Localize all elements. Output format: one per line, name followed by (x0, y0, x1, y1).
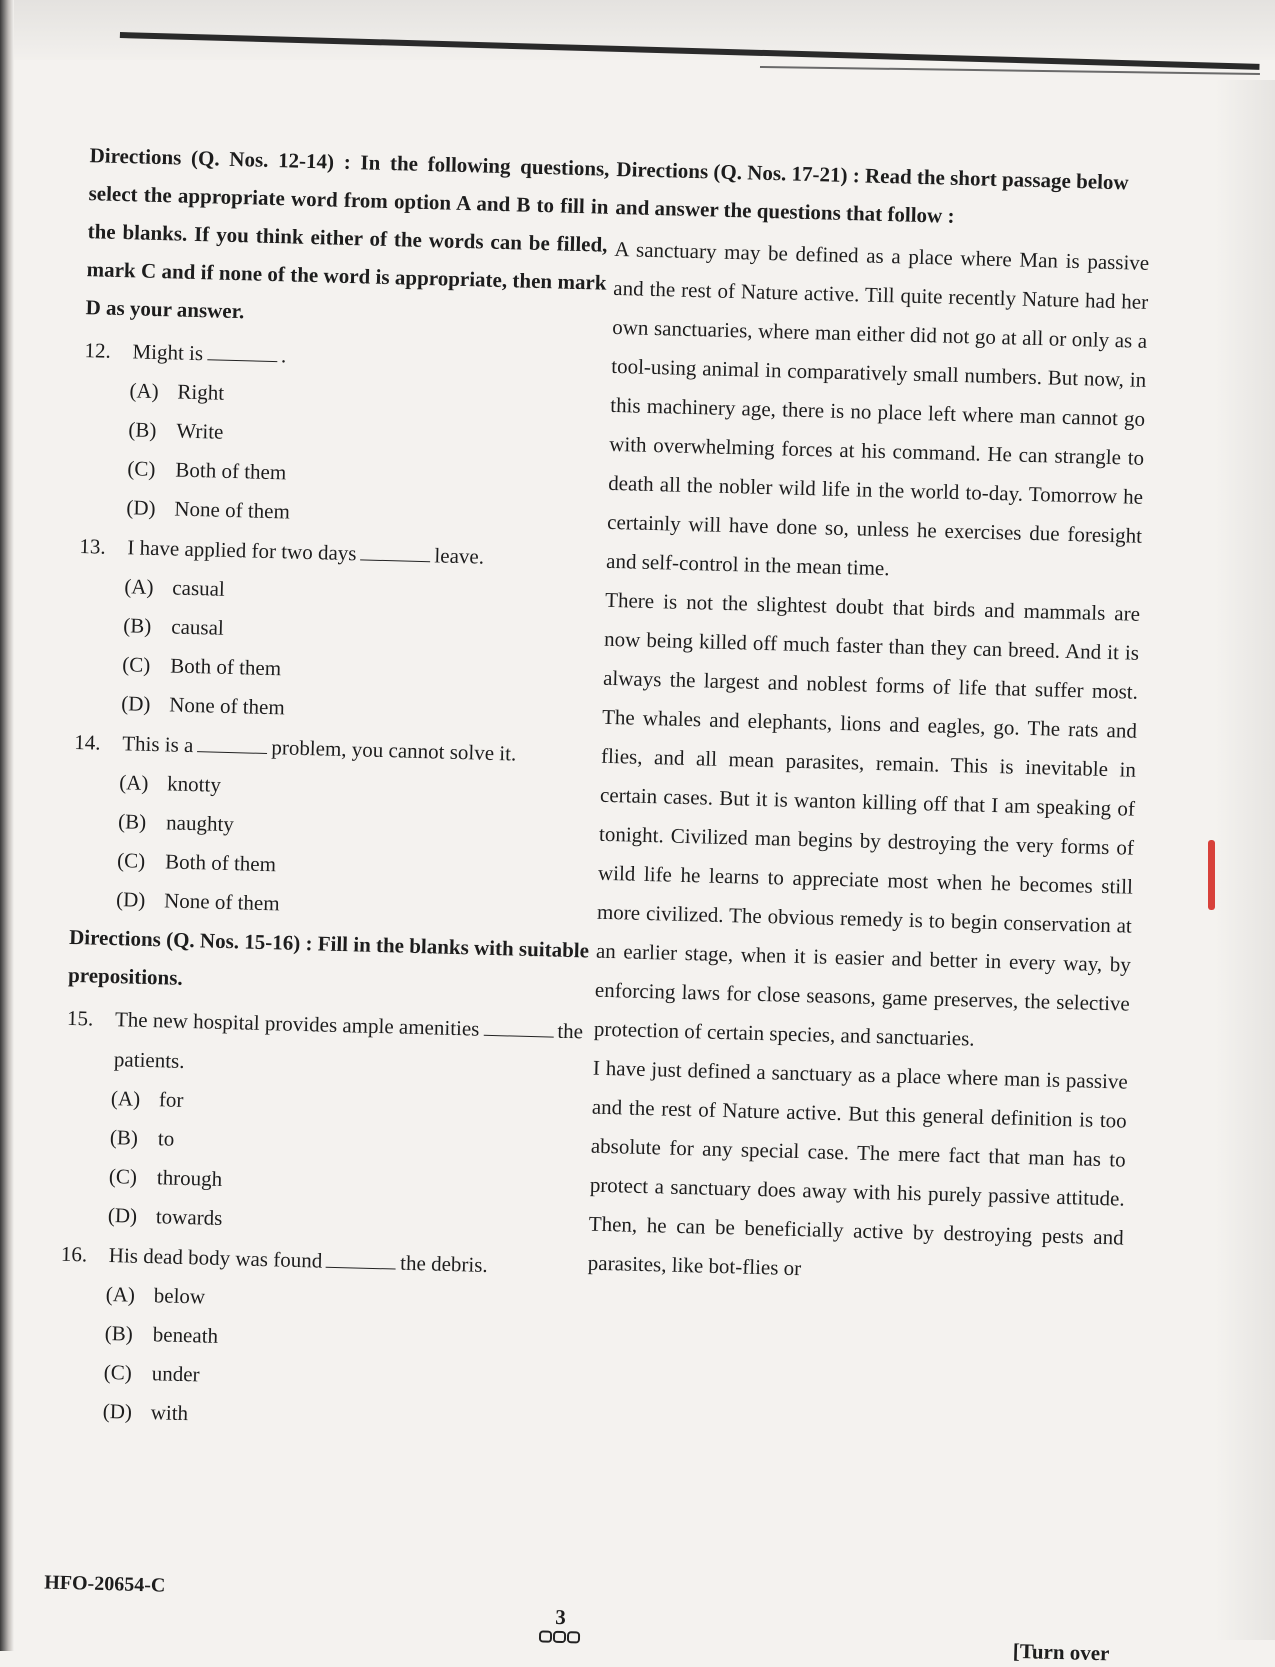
option-text: beneath (152, 1322, 219, 1348)
option-text: below (153, 1283, 206, 1309)
options-list (56, 1274, 580, 1444)
option-label: (A) (105, 1281, 136, 1307)
option-text: Both of them (175, 457, 287, 485)
option-text: casual (172, 575, 226, 601)
option-label: (D) (102, 1398, 133, 1424)
options-list (80, 370, 604, 540)
option-text: Both of them (170, 653, 282, 681)
option-label: (C) (103, 1359, 133, 1385)
question-number: 16. (60, 1241, 88, 1267)
question-16 (56, 1234, 581, 1444)
option-label: (A) (110, 1086, 141, 1111)
question-text: His dead body was found (108, 1243, 323, 1273)
page-ornament-icon (538, 1628, 582, 1645)
question-number: 14. (73, 729, 101, 755)
red-ink-mark (1208, 840, 1215, 910)
passage-paragraph-3: I have just defined a sanctuary as a place where man is passive and the rest of Nature active. But this general definition is too absolute for any special case. The mere fact that man has to protect a sanctuary does away with his purely passive attitude. Then, he can be beneficially active by destroying pests and parasites, like bot-flies or (587, 1055, 1129, 1281)
option-text: with (150, 1400, 189, 1426)
option-label: (B) (128, 417, 157, 442)
option-label: (B) (117, 809, 147, 834)
option-text: None of them (174, 496, 291, 524)
option-text: towards (155, 1204, 223, 1230)
option-label: (D) (107, 1203, 138, 1228)
passage-paragraph-2: There is not the slightest doubt that birds and mammals are now being killed off much faster than they can breed. And it is always the largest and noblest forms of life that suffer most. The whales and elephants, lions and eagles, go. The rats and flies, and all mean parasites, remain. This is inevitable in certain cases. But it is wanton killing off that I am speaking of tonight. Civilized man begins by destroying the very forms of wild life he learns to appreciate most when he becomes still more civilized. The obvious remedy is to begin conservation at an earlier stage, when it is easier and better in every way, by enforcing laws for close seasons, game preserves, the selective protection of certain species, and sanctuaries. (593, 587, 1141, 1051)
options-list (75, 566, 599, 736)
option-text: None of them (163, 888, 280, 916)
right-column (587, 150, 1151, 1297)
question-text: The new hospital provides ample amenities (114, 1007, 480, 1041)
option-label: (C) (108, 1164, 138, 1189)
question-13 (75, 526, 600, 736)
question-15 (61, 998, 587, 1248)
options-list (61, 1078, 585, 1248)
question-text-after: the debris. (399, 1250, 489, 1277)
directions-17-21: Directions (Q. Nos. 17-21) : Read the short passage below and answer the questions that follow : (615, 156, 1129, 228)
question-number: 13. (79, 534, 106, 559)
option-label: (C) (116, 848, 146, 873)
turn-over-label: [Turn over (1012, 1638, 1110, 1666)
option-text: for (158, 1087, 184, 1112)
answer-blank (360, 537, 431, 562)
passage-paragraph-1: A sanctuary may be defined as a place where Man is passive and the rest of Nature active. Till quite recently Nature had her own sanctuaries, where man either did not go at all or only as a tool-using animal in comparatively small numbers. But now, in this machinery age, there is no place left where man cannot go with overwhelming forces at his command. He can strangle to death all the nobler wild life in the world to-day. Tomorrow he certainly will have done so, unless he exercises due foresight and self-control in the mean time. (605, 236, 1150, 581)
option-text: under (151, 1361, 200, 1387)
options-list (70, 762, 594, 932)
option-label: (D) (121, 691, 151, 716)
answer-blank (326, 1245, 397, 1270)
question-12 (80, 330, 605, 540)
option-text: causal (171, 614, 225, 640)
option-label: (B) (123, 613, 152, 638)
question-text-after: problem, you cannot solve it. (271, 735, 517, 766)
question-text: I have applied for two days (127, 535, 357, 566)
option-label: (B) (109, 1125, 139, 1150)
page-number: 3 (554, 1604, 567, 1630)
paper-code: HFO-20654-C (43, 1571, 166, 1597)
answer-blank (207, 337, 278, 362)
exam-page (34, 136, 1181, 1666)
option-label: (A) (129, 378, 159, 404)
option-label: (C) (127, 456, 156, 481)
answer-blank (483, 1013, 554, 1038)
option-text: None of them (168, 692, 286, 720)
left-column (56, 136, 610, 1443)
option-text: Right (177, 379, 225, 405)
option-label: (A) (124, 574, 154, 599)
directions-12-14: Directions (Q. Nos. 12-14) : In the following questions, select the appropriate word from option A and B to fill in the blanks. If you think either of the words can be filled, mark C and if none of the word is appropriate, then mark D as your answer. (85, 143, 610, 324)
option-text: Write (176, 418, 224, 444)
question-text-after: leave. (434, 543, 485, 569)
option-text: Both of them (164, 849, 277, 877)
question-14 (70, 722, 595, 932)
option-label: (C) (122, 652, 151, 677)
question-text-after: . (280, 343, 287, 368)
scan-left-shadow (0, 0, 14, 1651)
directions-15-16: Directions (Q. Nos. 15-16) : Fill in the blanks with suitable prepositions. (67, 924, 590, 990)
option-label: (D) (126, 495, 156, 521)
question-number: 12. (84, 338, 112, 363)
option-label: (A) (118, 770, 149, 795)
question-number: 15. (66, 1005, 94, 1031)
answer-blank (197, 729, 268, 754)
option-text: to (157, 1126, 175, 1151)
option-label: (D) (115, 887, 146, 912)
option-label: (B) (104, 1320, 134, 1346)
question-text: Might is (132, 339, 204, 366)
option-text: naughty (165, 810, 235, 837)
option-text: through (156, 1165, 223, 1191)
option-text: knotty (166, 771, 222, 797)
question-text-after: the patients. (113, 1018, 584, 1073)
question-text: This is a (121, 731, 194, 758)
scan-right-shadow (1215, 80, 1275, 1640)
